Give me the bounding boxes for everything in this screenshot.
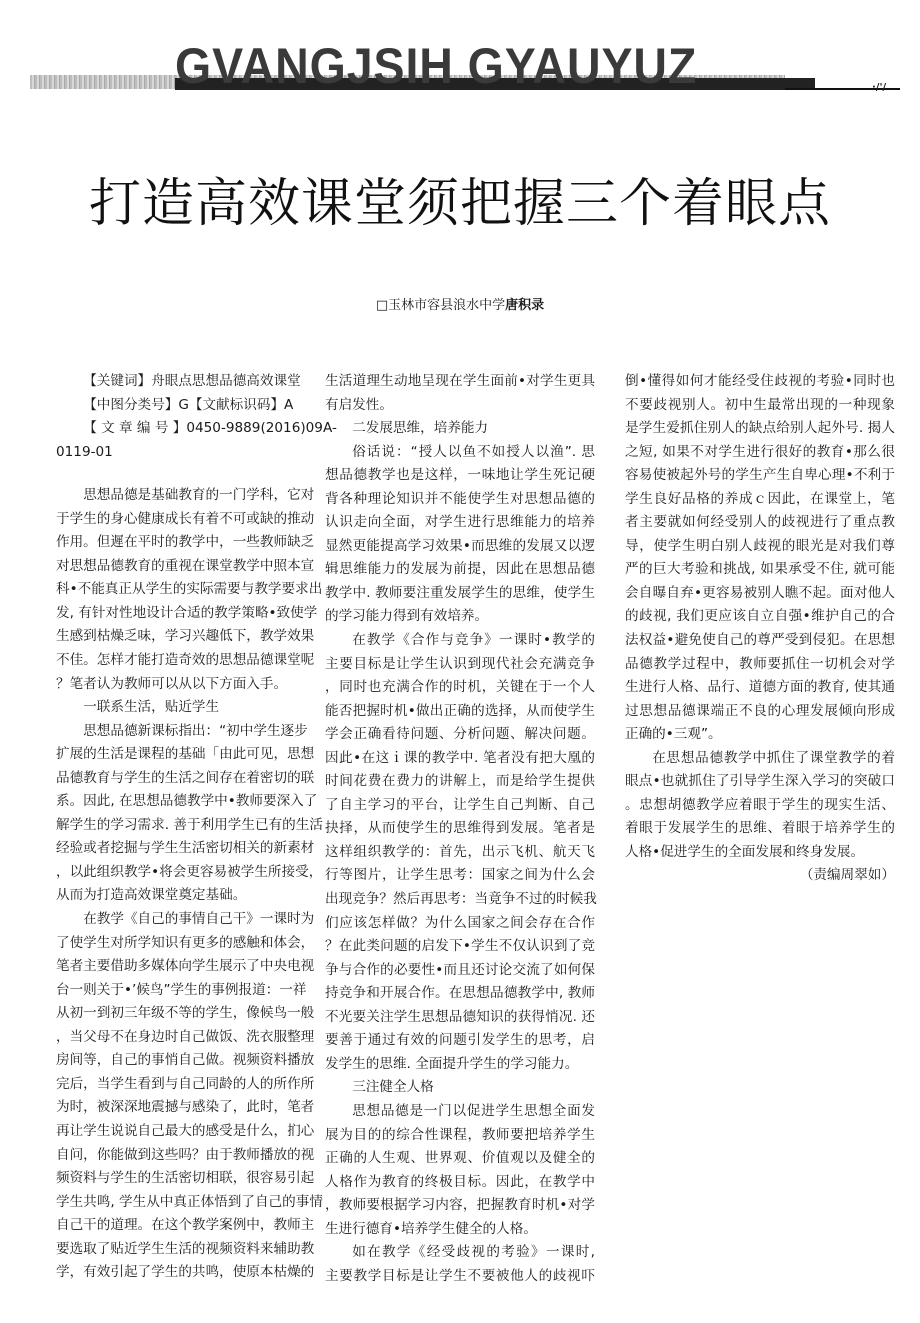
text-line: 想品德教学也是这样，一味地让学生死记硬	[325, 467, 595, 484]
text-line: 从初一到初三年级不等的学生，像候鸟一般	[56, 1005, 315, 1022]
text-line: 思想品德是一门以促进学生思想全面发	[352, 1102, 595, 1119]
paragraph	[625, 370, 895, 747]
text-line: 了使学生对所学知识有更多的感触和体会，	[56, 934, 315, 951]
text-line: 扩展的生活是课程的基础「由此可见，思想	[56, 746, 315, 763]
text-line: 为时，被深深地震撼与感染了，此时，笔者	[56, 1099, 315, 1116]
text-line: 对思想品德教育的重视在课堂教学中照本宣	[56, 557, 315, 574]
text-line: 品德教育与学生的生活之间存在着密切的联	[56, 769, 315, 786]
text-line: 俗话说：“授人以鱼不如授人以渔”. 思	[352, 443, 595, 460]
text-line: 抉择，从而使学生的思维得到发展。笔者是	[325, 820, 595, 837]
text-line: 完后，当学生看到与自己同龄的人的所作所	[56, 1075, 315, 1092]
text-line: 眼点•也就抓住了引导学生深入学习的突破口	[625, 773, 895, 790]
paragraph	[325, 441, 595, 629]
text-line: 生感到枯燥乏味，学习兴趣低下，教学效果	[56, 628, 315, 645]
paragraph	[325, 629, 595, 1076]
column-2	[325, 370, 595, 1288]
text-line: 正确的•三观”。	[625, 726, 722, 743]
article-title: 打造高效课堂须把握三个着眼点	[88, 174, 831, 234]
text-line: 在思想品德教学中抓住了课堂教学的着	[652, 749, 895, 766]
paragraph	[325, 1076, 595, 1100]
column-1	[56, 370, 337, 1285]
text-line: 的学习能力得到有效培养。	[325, 608, 489, 625]
text-line: 要选取了贴近学生生活的视频资料来辅助教	[56, 1240, 315, 1257]
paragraph	[56, 720, 323, 908]
text-line: 从而为打造高效课堂奠定基础。	[56, 887, 247, 904]
text-line: 会自曝自弃•更容易被别人瞧不起。面对他人	[625, 584, 895, 601]
text-line: 辑思维能力的发展为前提，因此在思想品德	[325, 561, 595, 578]
paragraph	[56, 484, 323, 696]
text-line: 一联系生活，贴近学生	[83, 699, 220, 716]
text-line: 展为目的的综合性课程，教师要把培养学生	[325, 1126, 595, 1143]
text-line: ？笔者认为教师可以从以下方面入手。	[56, 675, 288, 692]
text-line: 经验或者挖掘与学生生活密切相关的新素材	[56, 840, 315, 857]
text-line: 正确的人生观、世界观、价值观以及健全的	[325, 1150, 595, 1167]
text-line: 生进行德育•培养学生健全的人格。	[325, 1220, 537, 1237]
text-line: 严的巨大考验和挑战, 如果承受不住, 就可能	[625, 561, 895, 578]
text-line: 笔者主要借助多媒体向学生展示了中央电视	[56, 958, 315, 975]
paragraph	[625, 864, 895, 888]
paragraph	[56, 370, 301, 394]
text-line: 【关键词】舟眼点思想品德高效课堂	[83, 373, 301, 389]
text-line: 如在教学《经受歧视的考验》一课时,	[352, 1244, 595, 1261]
text-line: 在教学《合作与竞争》一课时•教学的	[352, 632, 595, 649]
text-line: 要善于通过有效的问题引发学生的思考，启	[325, 1032, 595, 1049]
text-line: 主要教学目标是让学生不要被他人的歧视吓	[325, 1267, 595, 1284]
text-line: 显然更能提高学习效果•而思维的发展又以逻	[325, 537, 595, 554]
text-line: 学，有效引起了学生的共鸣，使原本枯燥的	[56, 1264, 315, 1281]
text-line: 主要目标是让学生认识到现代社会充满竞争	[325, 655, 595, 672]
text-line: 解学生的学习需求. 善于利用学生已有的生活	[56, 816, 323, 833]
text-line: 自己干的道理。在这个教学案例中，教师主	[56, 1217, 315, 1234]
text-line: 品德教学过程中，教师要抓住一切机会对学	[625, 655, 895, 672]
text-line: 者主要就如何经受别人的歧视进行了重点教	[625, 514, 895, 531]
text-line: 发, 有针对性地设计合适的教学策略•致使学	[56, 604, 318, 621]
text-line: 【中图分类号】G【文献标识码】A	[83, 396, 294, 413]
text-line: 【 文 章 编 号 】0450-9889(2016)09A-	[83, 420, 337, 437]
text-line: 。忠想胡德教学应着眼于学生的现实生活、	[625, 796, 895, 813]
text-line: 之短, 如果不对学生进行很好的教育•那么很	[625, 443, 895, 460]
text-line: 们应该怎样做？为什么国家之间会存在合作	[325, 914, 595, 931]
text-line: 的歧视, 我们更应该自立自强•维护自己的合	[625, 608, 895, 625]
paragraph	[325, 1241, 595, 1288]
byline-author: 唐积录	[505, 298, 545, 313]
text-line: 思想品德新课标指出：“初中学生逐步	[83, 722, 308, 739]
text-line: 有启发性。	[325, 396, 393, 413]
text-line: 不佳。怎样才能打造奇效的思想品德课堂呢	[56, 652, 315, 669]
text-line: 教学中. 教师要注重发展学生的思维，使学生	[325, 584, 595, 601]
text-line: 人格作为教育的终极目标。因此，在教学中	[325, 1173, 595, 1190]
text-line: 三注健全人格	[352, 1079, 434, 1096]
text-line: 自问，你能做到这些吗？由于教师播放的视	[56, 1146, 315, 1163]
text-line: 不光要关注学生思想品德知识的获得悄况. 还	[325, 1008, 595, 1025]
text-line: 认识走向全面，对学生进行思维能力的培养	[325, 514, 595, 531]
text-line: 二发展思维，培养能力	[352, 420, 489, 437]
column-3	[625, 370, 895, 888]
text-line: 在教学《自己的事情自己干》一课时为	[83, 911, 315, 928]
text-line: 倒•懂得如何才能经受住歧视的考验•同时也	[625, 373, 895, 389]
text-line: 人格•促进学生的全面发展和终身发展。	[625, 843, 865, 860]
text-line: 导，使学生明白别人歧视的眼光是对我们尊	[625, 537, 895, 554]
byline-affiliation: □玉林市容县浪水中学	[375, 298, 506, 313]
paragraph	[56, 394, 296, 418]
text-line: 不要歧视别人。初中生最常出现的一种现象	[625, 396, 895, 413]
text-line: 是学生爱抓住别人的缺点给别人起外号. 揭人	[625, 420, 895, 437]
text-line: ，同时也充满合作的时机，关键在于一个人	[325, 679, 595, 696]
text-line: 这样组织教学的：首先，出示飞机、航天飞	[325, 843, 595, 860]
text-line: ？在此类问题的启发下•学生不仅认识到了竞	[325, 938, 595, 955]
text-line: 容易使被起外号的学生产生自卑心理•不利于	[625, 467, 895, 484]
text-line: 学生共鸣, 学生从中真正体悟到了自己的事情	[56, 1193, 323, 1210]
text-line: 台一则关于•’候鸟”学生的事例报道：一祥	[56, 981, 307, 998]
text-line: ，教师要根据学习内容，把握教育时机•对学	[325, 1197, 595, 1214]
text-line: 法权益•避免使自己的尊严受到侵犯。在思想	[625, 632, 895, 649]
paragraph	[56, 696, 296, 720]
byline	[0, 294, 920, 313]
text-line: 思想品德是基础教育的一门学科，它对	[83, 487, 315, 504]
text-line: ，以此组织教学•将会更容易被学生所接受，	[56, 863, 323, 880]
banner-mark: ·/'/	[872, 82, 887, 93]
text-line: 0119-01	[56, 443, 113, 460]
text-line: 于学生的身心健康成长有着不可或缺的推动	[56, 510, 315, 527]
text-line: 作用。但遲在平时的教学中，一些教师缺乏	[56, 534, 315, 551]
text-line: 生进行人格、品行、道德方面的教育, 使其通	[625, 679, 895, 696]
text-line: 生活道理生动地呈现在学生面前•对学生更具	[325, 373, 595, 389]
text-line: 争与合作的必要性•而且还讨论交流了如何保	[325, 961, 595, 978]
text-line: 出现竞争？然后再思考：当竟争不过的时候我	[325, 891, 597, 908]
text-line: 科•不能真正从学生的实际需要与教学要求出	[56, 581, 323, 598]
banner-text: GVANGJSIH GYAUYUZ	[175, 38, 698, 94]
text-line: 再让学生说说自己最大的感受是什么，扪心	[56, 1122, 315, 1139]
text-line: 时间花费在费力的讲解上，而是给学生提供	[325, 773, 595, 790]
paragraph	[56, 417, 337, 464]
text-line: 学会正确看待问题、分析问题、解决问题。	[325, 726, 595, 743]
text-line: 持竞争和开展合作。在思想品德教学中, 教师	[325, 985, 595, 1002]
text-line: （责编周翠如）	[799, 867, 895, 884]
text-line: 过思想品德课端正不良的心理发展倾向形成	[625, 702, 895, 719]
text-line: 系。因此, 在思想品德教学中•教师要深入了	[56, 793, 318, 810]
text-line: 频资料与学生的生活密切相联，很容易引起	[56, 1170, 315, 1187]
text-line: 背各种理论知识并不能使学生对思想品德的	[325, 490, 595, 507]
text-line: 学生良好品格的养成ｃ因此，在课堂上，笔	[625, 490, 895, 507]
paragraph	[325, 370, 595, 417]
text-line: ，当父母不在身边时自己做饭、洗衣服整理	[56, 1028, 315, 1045]
paragraph	[56, 908, 323, 1285]
paragraph	[325, 417, 595, 441]
text-line: 发学生的思维. 全面提升学生的学习能力。	[325, 1055, 579, 1072]
journal-header-banner	[30, 38, 910, 94]
spacer	[56, 464, 296, 484]
paragraph	[625, 747, 895, 865]
text-line: 着眼于发展学生的思维、着眼于培养学生的	[625, 820, 895, 837]
text-line: 因此•在这ｉ课的教学中. 笔者没有把大凰的	[325, 749, 595, 766]
paragraph	[325, 1100, 595, 1241]
text-line: 房间等，自己的事悄自己做。视频资料播放	[56, 1052, 315, 1069]
text-line: 能否把握时机•做出正确的选择，从而使学生	[325, 702, 595, 719]
text-line: 行等图片，让学生思考：国家之间为什么会	[325, 867, 595, 884]
text-line: 了自主学习的平台，让学生自己判断、自己	[325, 796, 595, 813]
